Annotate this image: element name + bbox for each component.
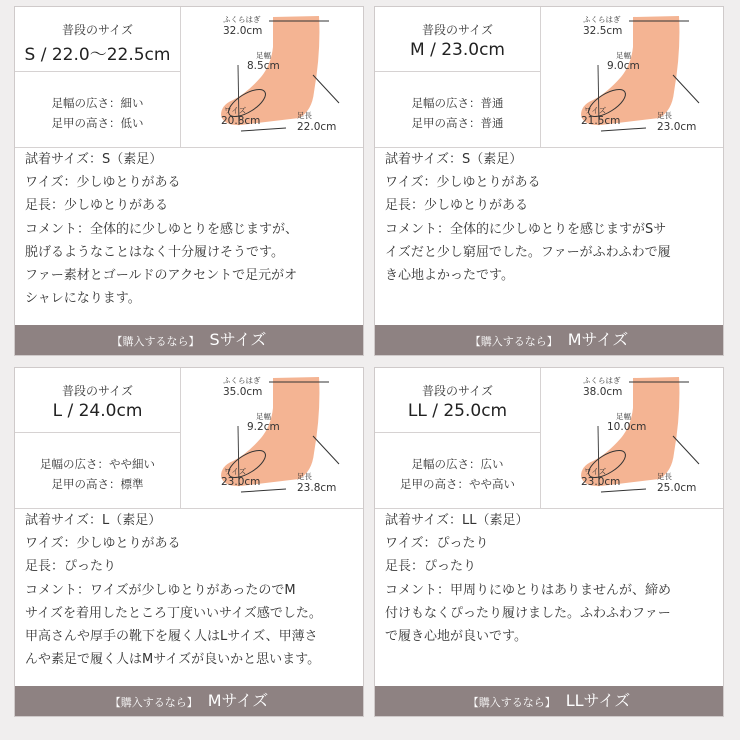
review-line: で履き心地が良いです。 [385,629,527,645]
review-line: 足長：ぴったり [25,559,117,575]
card-header [15,7,363,148]
width-value: 21.5cm [581,115,621,127]
review-line: ワイズ：少しゆとりがある [385,175,541,191]
calf-value: 32.5cm [583,25,623,37]
calf-label: ふくらはぎ [583,15,621,24]
length-value: 22.0cm [297,121,337,133]
review-line: コメント：甲周りにゆとりはありませんが、締め [385,582,672,598]
recommendation-prefix: 【購入するなら】 [111,335,200,348]
review-line: 足長：少しゆとりがある [385,198,529,214]
usual-size-label: 普段のサイズ [61,384,134,398]
calf-value: 32.0cm [223,25,263,37]
review-line: ワイズ：少しゆとりがある [25,536,181,552]
recommended-size: Sサイズ [209,330,267,349]
length-label: 足長 [657,472,672,481]
review-line: 足長：少しゆとりがある [25,198,169,214]
width-label: ワイズ [224,467,247,476]
recommended-size: LLサイズ [565,691,631,710]
card-header [15,368,363,509]
review-line: 脱げるようなことはなく十分履けそうです。 [25,244,284,260]
size-review-card [374,6,724,356]
review-comment [25,148,355,310]
review-line: 甲高さんや厚手の靴下を履く人はLサイズ、甲薄さ [25,629,318,645]
review-line: サイズを着用したところ丁度いいサイズ感でした。 [25,605,322,621]
recommendation-bar [375,686,723,716]
foot-measurement-icon [541,368,724,508]
usual-size-box [375,7,540,72]
recommended-size: Mサイズ [207,691,269,710]
foot-width-text: 足幅の広さ：普通 [411,96,504,110]
review-line: 足長：ぴったり [385,559,477,575]
length-label: 足長 [657,111,672,120]
calf-value: 38.0cm [583,386,623,398]
length-value: 25.0cm [657,482,697,494]
width-value: 23.0cm [581,476,621,488]
review-line: ファー素材とゴールドのアクセントで足元がオ [25,268,298,284]
review-line: コメント：ワイズが少しゆとりがあったのでM [25,582,296,598]
review-line: ワイズ：ぴったり [385,536,489,552]
review-line: んや素足で履く人はMサイズが良いかと思います。 [25,652,321,668]
review-line: コメント：全体的に少しゆとりを感じますが、 [25,221,299,237]
usual-size-value: M / 23.0cm [410,40,505,60]
length-label: 足長 [297,111,312,120]
recommended-size: Mサイズ [567,330,629,349]
instep-height-text: 足甲の高さ：標準 [51,477,144,491]
review-comment [25,509,355,671]
review-comment [385,148,715,287]
review-line: 試着サイズ：S（素足） [25,152,163,167]
usual-size-value: L / 24.0cm [52,401,143,421]
width-label: ワイズ [584,106,607,115]
recommendation-bar [15,686,363,716]
calf-label: ふくらはぎ [223,376,261,385]
instep-label: 足幅 [256,412,271,421]
recommendation-prefix: 【購入するなら】 [109,696,198,709]
instep-value: 9.2cm [247,421,280,433]
foot-measurement-icon [541,7,724,147]
foot-measurement-icon [181,368,364,508]
review-line: イズだと少し窮屈でした。ファーがふわふわで履 [385,244,671,260]
calf-label: ふくらはぎ [223,15,261,24]
usual-size-box [15,7,180,72]
review-comment [385,509,715,648]
width-value: 20.8cm [221,115,261,127]
review-line: 試着サイズ：S（素足） [385,152,523,167]
recommendation-prefix: 【購入するなら】 [467,696,556,709]
usual-size-label: 普段のサイズ [421,23,494,37]
foot-width-text: 足幅の広さ：細い [51,96,144,110]
size-review-card [14,6,364,356]
foot-width-text: 足幅の広さ：広い [411,457,504,471]
foot-width-text: 足幅の広さ：やや細い [40,457,155,471]
usual-size-label: 普段のサイズ [421,384,494,398]
instep-height-text: 足甲の高さ：やや高い [400,477,515,491]
width-label: ワイズ [584,467,607,476]
instep-label: 足幅 [616,51,631,60]
width-value: 23.0cm [221,476,261,488]
review-line: 試着サイズ：LL（素足） [385,513,529,528]
recommendation-prefix: 【購入するなら】 [469,335,558,348]
review-line: き心地よかったです。 [385,268,514,284]
usual-size-box [15,368,180,433]
usual-size-value: S / 22.0〜22.5cm [24,45,171,65]
width-label: ワイズ [224,106,247,115]
size-review-card [14,367,364,717]
review-line: 試着サイズ：L（素足） [25,513,162,528]
usual-size-panel [375,368,541,508]
usual-size-label: 普段のサイズ [61,23,134,37]
instep-label: 足幅 [256,51,271,60]
card-header [375,368,723,509]
recommendation-bar [375,325,723,355]
size-review-card [374,367,724,717]
usual-size-value: LL / 25.0cm [407,401,508,421]
usual-size-box [375,368,540,433]
review-line: 付けもなくぴったり履けました。ふわふわファー [385,605,671,621]
review-line: ワイズ：少しゆとりがある [25,175,181,191]
length-label: 足長 [297,472,312,481]
instep-value: 9.0cm [607,60,640,72]
usual-size-panel [375,7,541,147]
usual-size-panel [15,368,181,508]
calf-label: ふくらはぎ [583,376,621,385]
calf-value: 35.0cm [223,386,263,398]
instep-height-text: 足甲の高さ：低い [51,116,144,130]
length-value: 23.0cm [657,121,697,133]
usual-size-panel [15,7,181,147]
instep-height-text: 足甲の高さ：普通 [411,116,504,130]
card-header [375,7,723,148]
instep-value: 10.0cm [607,421,647,433]
recommendation-bar [15,325,363,355]
review-line: コメント：全体的に少しゆとりを感じますがSサ [385,221,667,237]
instep-label: 足幅 [616,412,631,421]
review-line: シャレになります。 [25,291,141,307]
foot-measurement-icon [181,7,364,147]
instep-value: 8.5cm [247,60,280,72]
length-value: 23.8cm [297,482,337,494]
